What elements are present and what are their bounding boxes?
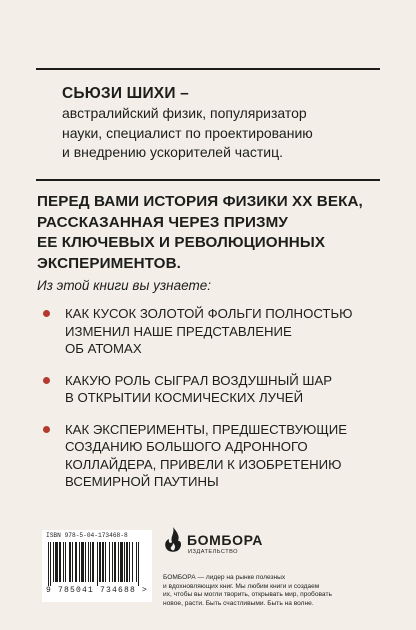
point-line: КОЛЛАЙДЕРА, ПРИВЕЛИ К ИЗОБРЕТЕНИЮ <box>65 456 342 472</box>
bullet-dot-icon <box>43 377 50 384</box>
lead-line: ЕЕ КЛЮЧЕВЫХ И РЕВОЛЮЦИОННЫХ <box>37 234 326 251</box>
point-line: СОЗДАНИЮ БОЛЬШОГО АДРОННОГО <box>65 439 308 454</box>
lead-line: РАССКАЗАННАЯ ЧЕРЕЗ ПРИЗМУ <box>37 213 288 231</box>
lead-statement <box>37 192 382 274</box>
slogan-line: их, чтобы вы могли творить, открывать мир, пробовать <box>163 591 332 599</box>
point-line: В ОТКРЫТИИ КОСМИЧЕСКИХ ЛУЧЕЙ <box>65 390 304 405</box>
bullet-dot-icon <box>43 310 50 317</box>
point-line: КАКУЮ РОЛЬ СЫГРАЛ ВОЗДУШНЫЙ ШАР <box>65 372 333 388</box>
slogan-line: и вдохновляющих книг. Мы любим книги и создаем <box>163 582 320 590</box>
list-item <box>43 421 383 491</box>
list-item <box>43 372 383 407</box>
list-item <box>43 305 383 358</box>
takeaways-list <box>43 305 383 491</box>
author-bio <box>62 104 382 163</box>
bombora-flame-icon <box>163 526 183 556</box>
author-bio-line: австралийский физик, популяризатор <box>62 105 307 121</box>
point-line: ВСЕМИРНОЙ ПАУТИНЫ <box>65 474 219 489</box>
middle-divider <box>36 179 380 181</box>
barcode-bars-icon <box>46 542 148 586</box>
author-name: СЬЮЗИ ШИХИ – <box>62 85 189 102</box>
publisher-subtitle: ИЗДАТЕЛЬСТВО <box>188 549 239 555</box>
intro-text: Из этой книги вы узнаете: <box>37 278 211 293</box>
lead-line: ПЕРЕД ВАМИ ИСТОРИЯ ФИЗИКИ XX ВЕКА, <box>37 193 363 210</box>
lead-line: ЭКСПЕРИМЕНТОВ. <box>37 254 181 272</box>
publisher-slogan <box>163 574 363 608</box>
author-bio-line: науки, специалист по проектированию <box>62 124 313 141</box>
ean-number: 9 785041 734688 > <box>46 586 149 595</box>
slogan-line: БОМБОРА — лидер на рынке полезных <box>163 574 286 581</box>
bullet-dot-icon <box>43 426 50 433</box>
publisher-name: БОМБОРА <box>187 532 263 548</box>
author-bio-line: и внедрению ускорителей частиц. <box>62 144 284 160</box>
author-block <box>62 84 382 163</box>
point-line: ИЗМЕНИЛ НАШЕ ПРЕДСТАВЛЕНИЕ <box>65 323 292 339</box>
barcode <box>42 530 152 602</box>
point-line: КАК КУСОК ЗОЛОТОЙ ФОЛЬГИ ПОЛНОСТЬЮ <box>65 306 353 321</box>
point-line: ОБ АТОМАХ <box>65 341 142 356</box>
point-line: КАК ЭКСПЕРИМЕНТЫ, ПРЕДШЕСТВУЮЩИЕ <box>65 421 347 437</box>
isbn-text: ISBN 978-5-04-173468-8 <box>46 532 128 539</box>
slogan-line: новое, расти. Быть счастливыми. Быть на волне. <box>163 599 314 607</box>
top-divider <box>36 68 380 70</box>
